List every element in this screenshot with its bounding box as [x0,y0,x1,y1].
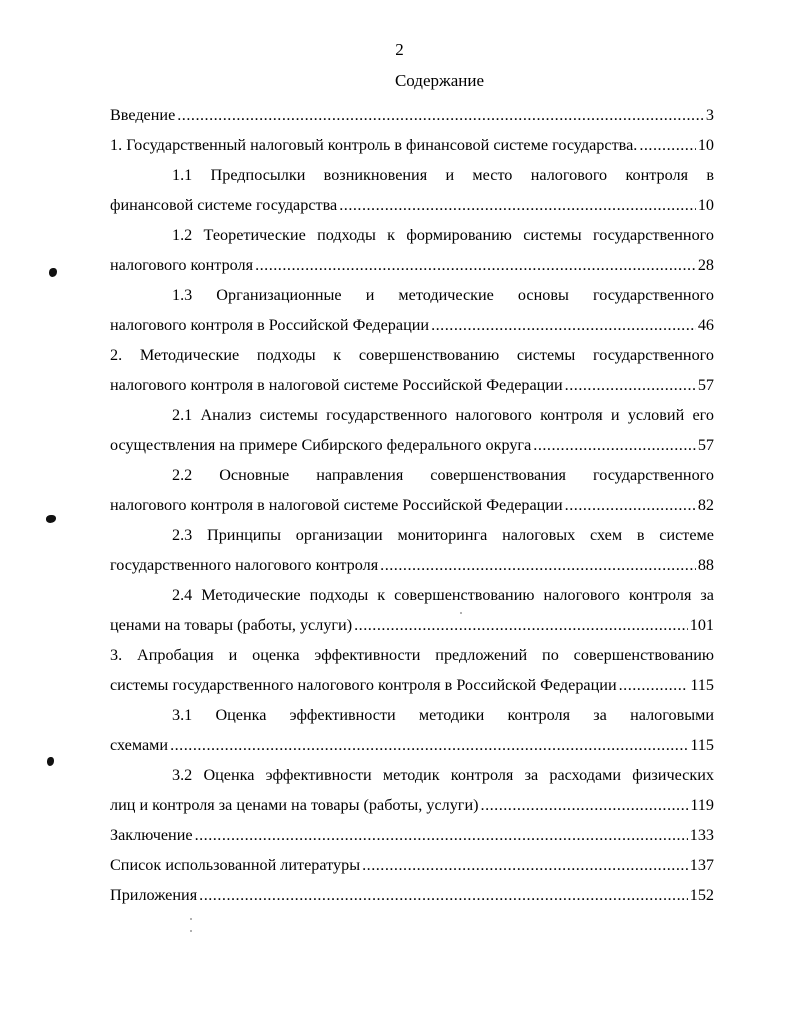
toc-entry-leader-row [110,610,714,640]
dot-leader [565,490,696,520]
toc-entry-title: 1. Государственный налоговый контроль в финансовой системе государства. [110,136,638,154]
toc-entry[interactable] [110,700,714,760]
toc-entry-line: 3.2 Оценка эффективности методик контроля за расходами физических [172,766,714,784]
toc-entry[interactable] [110,130,714,160]
page-number: 2 [395,40,404,59]
toc-entry[interactable] [110,400,714,460]
toc-entry-page: 101 [689,616,714,634]
toc-entry-title: осуществления на примере Сибирского федерального округа [110,436,532,454]
toc-entry-page: 46 [697,316,714,334]
toc-entry-leader-row [110,730,714,760]
dot-leader [619,670,689,700]
toc-entry-leader-row [110,790,714,820]
scan-mark [49,268,57,277]
toc-entry-title: государственного налогового контроля [110,556,379,574]
toc-entry-title: лиц и контроля за ценами на товары (работы, услуги) [110,796,479,814]
toc-entry-line: 2. Методические подходы к совершенствованию системы государственного [110,346,714,364]
toc-entry-page: 57 [697,436,714,454]
toc-entry-line: 2.1 Анализ системы государственного налогового контроля и условий его [172,406,714,424]
dot-leader [195,820,688,850]
dot-leader [380,550,696,580]
dot-leader [199,880,688,910]
scan-speck [190,918,192,920]
toc-entry[interactable] [110,580,714,640]
toc-entry-line: 1.1 Предпосылки возникновения и место налогового контроля в [172,166,714,184]
toc-entry-title: налогового контроля в налоговой системе Российской Федерации [110,496,563,514]
toc-entry[interactable] [110,520,714,580]
page-title: Содержание [394,71,485,90]
toc-entry-title: Введение [110,106,176,124]
toc-entry-line: 3. Апробация и оценка эффективности предложений по совершенствованию [110,646,714,664]
toc-entry-page: 10 [697,196,714,214]
toc-entry[interactable] [110,160,714,220]
scan-mark [47,757,54,766]
toc-entry-page: 137 [689,856,714,874]
toc-entry-page: 119 [690,796,714,814]
toc-entry[interactable] [110,820,714,850]
toc-entry-leader-row [110,190,714,220]
toc-entry-leader-row [110,430,714,460]
dot-leader [354,610,688,640]
toc-entry-leader-row [110,880,714,910]
toc-entry-title: налогового контроля в налоговой системе Российской Федерации [110,376,563,394]
toc-entry-line: 2.4 Методические подходы к совершенствованию налогового контроля за [172,586,714,604]
toc-entry-leader-row [110,100,714,130]
toc-entry-leader-row [110,250,714,280]
scan-speck [190,930,192,932]
table-of-contents [110,100,714,910]
dot-leader [339,190,696,220]
toc-entry[interactable] [110,880,714,910]
toc-entry[interactable] [110,280,714,340]
toc-entry-page: 152 [689,886,714,904]
toc-entry-page: 133 [689,826,714,844]
toc-entry-title: финансовой системе государства [110,196,338,214]
toc-entry-title: налогового контроля в Российской Федерации [110,316,430,334]
dot-leader [565,370,696,400]
toc-entry-line: 2.2 Основные направления совершенствования государственного [172,466,714,484]
toc-entry[interactable] [110,340,714,400]
dot-leader [170,730,688,760]
toc-entry-title: ценами на товары (работы, услуги) [110,616,353,634]
toc-entry-leader-row [110,670,714,700]
toc-entry-page: 10 [697,136,714,154]
toc-entry-page: 115 [690,676,714,694]
toc-entry-leader-row [110,550,714,580]
scan-speck [460,612,462,614]
toc-entry[interactable] [110,100,714,130]
toc-entry-title: Заключение [110,826,193,844]
toc-entry-line: 1.3 Организационные и методические основы государственного [172,286,714,304]
toc-entry[interactable] [110,220,714,280]
toc-entry-page: 115 [690,736,714,754]
toc-entry-title: схемами [110,736,169,754]
toc-entry-page: 28 [697,256,714,274]
toc-entry-leader-row [110,850,714,880]
toc-entry-leader-row [110,490,714,520]
dot-leader [362,850,688,880]
toc-entry[interactable] [110,850,714,880]
toc-entry[interactable] [110,760,714,820]
toc-entry-title: Приложения [110,886,198,904]
toc-entry-page: 88 [697,556,714,574]
toc-entry-leader-row [110,310,714,340]
dot-leader [639,130,696,160]
toc-entry-leader-row [110,370,714,400]
scan-mark [46,515,56,523]
dot-leader [255,250,696,280]
toc-entry-page: 82 [697,496,714,514]
toc-entry[interactable] [110,640,714,700]
dot-leader [533,430,696,460]
toc-entry[interactable] [110,460,714,520]
dot-leader [177,100,704,130]
toc-entry-line: 2.3 Принципы организации мониторинга налоговых схем в системе [172,526,714,544]
toc-entry-leader-row [110,130,714,160]
toc-entry-title: системы государственного налогового контроля в Российской Федерации [110,676,617,694]
toc-entry-page: 57 [697,376,714,394]
toc-entry-page: 3 [705,106,714,124]
toc-entry-line: 1.2 Теоретические подходы к формированию системы государственного [172,226,714,244]
toc-entry-leader-row [110,820,714,850]
dot-leader [431,310,696,340]
toc-entry-line: 3.1 Оценка эффективности методики контроля за налоговыми [172,706,714,724]
toc-entry-title: налогового контроля [110,256,254,274]
dot-leader [481,790,689,820]
toc-entry-title: Список использованной литературы [110,856,361,874]
